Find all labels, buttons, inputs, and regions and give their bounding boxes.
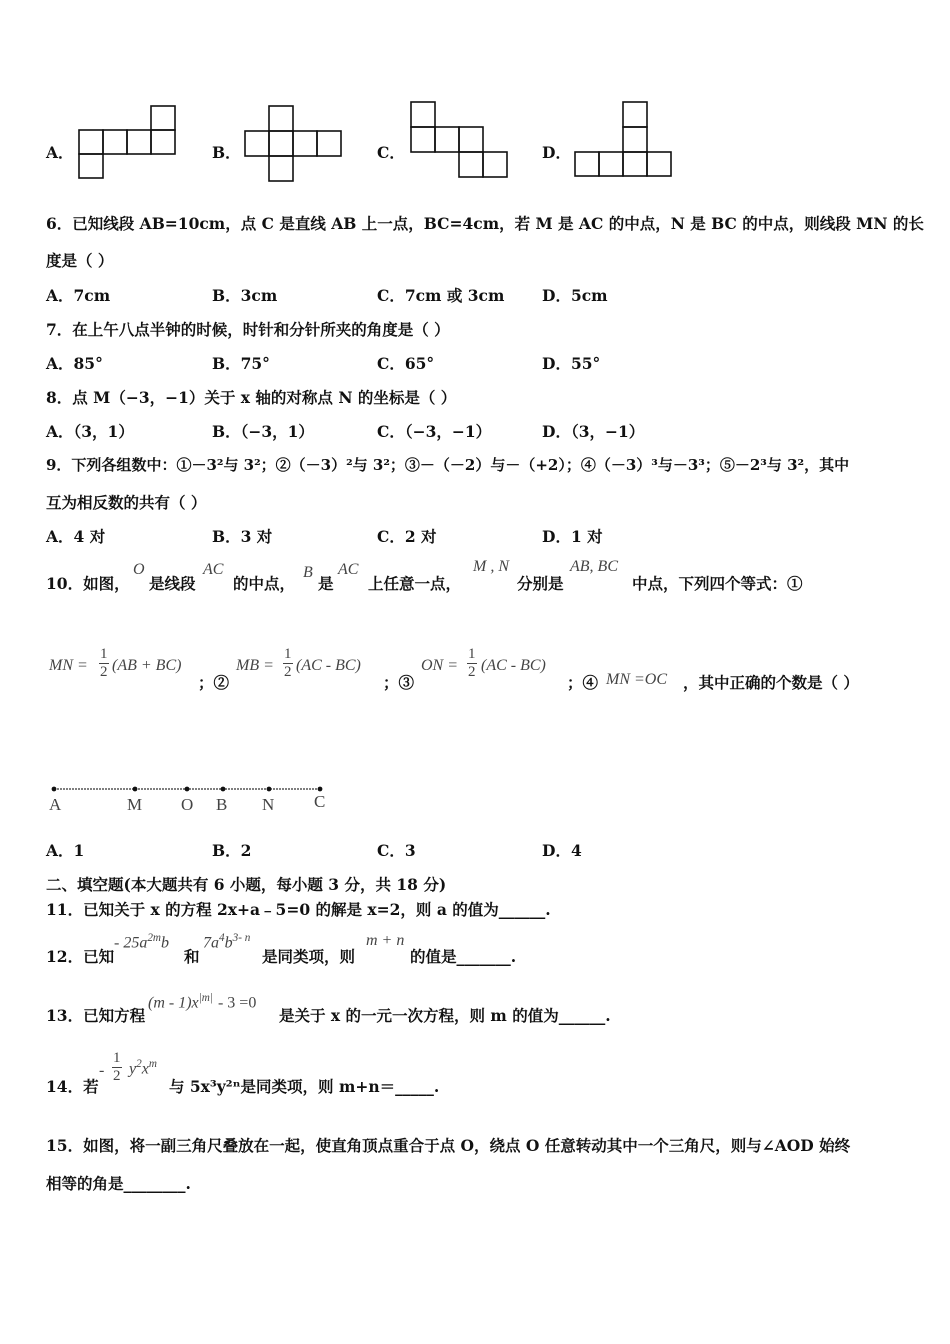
q12-expr1-b: b — [161, 934, 170, 952]
q12-t2: 的值是_______. — [410, 947, 517, 966]
q10-ac: AC — [203, 561, 224, 578]
label-m: M — [127, 795, 143, 814]
q12-mn: m + n — [366, 932, 405, 949]
q12-expr2-b: b — [224, 934, 233, 952]
q12-expr1-base: - 25a — [114, 934, 148, 952]
q12-expr2 — [203, 932, 250, 952]
label-c: C — [314, 792, 326, 811]
frac-num: 1 — [100, 646, 108, 662]
q9-option-d: D．1 对 — [542, 527, 603, 546]
q5-option-c: C． — [377, 143, 405, 162]
q11-text: 11．已知关于 x 的方程 2x+a﹣5=0 的解是 x=2，则 a 的值为______. — [46, 900, 551, 919]
q13-expr-tail: - 3 =0 — [217, 994, 257, 1012]
q8-option-c: C．（−3，−1） — [377, 422, 492, 441]
q6-option-d: D．5cm — [542, 286, 608, 305]
point-a — [52, 787, 57, 792]
q8-option-d: D．（3，−1） — [542, 422, 645, 441]
q10-option-a: A．1 — [46, 841, 85, 860]
q7-option-a: A．85° — [46, 354, 103, 373]
q10-sep3: ；④ — [567, 673, 599, 692]
q14-neg: - — [99, 1062, 105, 1079]
q10-eq1-frac — [99, 646, 109, 681]
q10-eq2-left: MB = — [236, 657, 274, 674]
q12-expr2-bsup: 3- n — [232, 932, 251, 944]
frac-den: 2 — [100, 664, 108, 680]
q10-mn: M , N — [473, 558, 509, 575]
q12-expr1-sup: 2m — [147, 932, 162, 944]
q10-abbc: AB, BC — [570, 558, 618, 575]
q6-line2: 度是（ ） — [46, 251, 114, 270]
q10-eq3-left: ON = — [421, 657, 459, 674]
q10-eq2-frac — [283, 646, 293, 681]
q12-expr2-base: 7a — [203, 934, 219, 952]
q12-num: 12．已知 — [46, 947, 115, 966]
q10-eq1-right: (AB + BC) — [112, 657, 182, 674]
frac-den: 2 — [284, 664, 292, 680]
q10-option-b: B．2 — [212, 841, 252, 860]
q14-xsup: m — [148, 1058, 157, 1070]
q12-expr1 — [114, 932, 169, 952]
label-o: O — [181, 795, 194, 814]
q9-line2: 互为相反数的共有（ ） — [46, 493, 207, 512]
q10-sep1: ；② — [198, 673, 230, 692]
section2-title: 二、填空题(本大题共有 6 小题，每小题 3 分，共 18 分) — [46, 875, 447, 894]
q10-b: B — [303, 564, 313, 581]
q6-option-b: B．3cm — [212, 286, 278, 305]
frac-den: 2 — [468, 664, 476, 680]
q9-line1: 9．下列各组数中：①－3²与 3²；②（－3）²与 3²；③－（－2）与－（+2）；④（－3）³与－3³；⑤－2³与 3²，其中 — [46, 456, 850, 474]
q13-num: 13．已知方程 — [46, 1006, 146, 1025]
q7-option-b: B．75° — [212, 354, 270, 373]
q10-eq4: MN =OC — [606, 671, 668, 688]
q14-y: y — [129, 1060, 137, 1078]
q12-expr2-sup: 4 — [219, 932, 225, 944]
q8-text: 8．点 M（−3，−1）关于 x 轴的对称点 N 的坐标是（ ） — [46, 388, 457, 407]
q10-ac2: AC — [338, 561, 359, 578]
point-n — [267, 787, 272, 792]
frac-num: 1 — [113, 1050, 121, 1066]
q8-option-b: B．（−3，1） — [212, 422, 314, 441]
q10-eq2-right: (AC - BC) — [296, 657, 361, 674]
q7-text: 7．在上午八点半钟的时候，时针和分针所夹的角度是（ ） — [46, 320, 450, 339]
q10-t5: 分别是 — [517, 574, 564, 593]
point-b — [221, 787, 226, 792]
q6-option-c: C．7cm 或 3cm — [377, 286, 505, 305]
q7-option-d: D．55° — [542, 354, 601, 373]
q13-expr-base: (m - 1)x — [148, 994, 199, 1012]
q10-num: 10．如图， — [46, 574, 130, 593]
q10-t6: 中点，下列四个等式：① — [632, 574, 803, 593]
q12-t1: 是同类项，则 — [262, 947, 356, 966]
q14-ysup: 2 — [136, 1058, 142, 1070]
q9-option-a: A．4 对 — [46, 527, 106, 546]
q6-option-a: A．7cm — [46, 286, 111, 305]
q10-option-c: C．3 — [377, 841, 416, 860]
q14-num: 14．若 — [46, 1077, 99, 1096]
point-o — [185, 787, 190, 792]
q10-t4: 上任意一点， — [368, 574, 462, 593]
q5-option-d: D． — [542, 143, 571, 162]
q10-eq1-left: MN = — [49, 657, 88, 674]
q10-eq3-frac — [467, 646, 477, 681]
point-c — [318, 787, 323, 792]
q10-t2: 的中点， — [233, 574, 296, 593]
frac-den: 2 — [113, 1068, 121, 1084]
label-a: A — [49, 795, 62, 814]
frac-num: 1 — [468, 646, 476, 662]
q7-option-c: C．65° — [377, 354, 435, 373]
q13-text: 是关于 x 的一元一次方程，则 m 的值为______. — [279, 1006, 611, 1025]
q5-figure-b — [243, 104, 345, 184]
q9-option-b: B．3 对 — [212, 527, 273, 546]
q10-eq3-right: (AC - BC) — [481, 657, 546, 674]
q15-line2: 相等的角是________. — [46, 1174, 191, 1193]
q14-x: x — [141, 1060, 149, 1078]
q10-o: O — [133, 561, 145, 578]
q9-option-c: C．2 对 — [377, 527, 437, 546]
q15-line1: 15．如图，将一副三角尺叠放在一起，使直角顶点重合于点 O，绕点 O 任意转动其中一个三角尺，则与∠AOD 始终 — [46, 1136, 851, 1155]
q6-line1: 6．已知线段 AB=10cm，点 C 是直线 AB 上一点，BC=4cm，若 M 是 AC 的中点，N 是 BC 的中点，则线段 MN 的长 — [46, 214, 924, 233]
q10-option-d: D．4 — [542, 841, 582, 860]
q8-option-a: A．（3，1） — [46, 422, 134, 441]
q10-tail: ，其中正确的个数是（ ） — [683, 673, 859, 692]
q14-monomial — [129, 1058, 157, 1078]
q5-figure-d — [573, 100, 677, 180]
q10-t1: 是线段 — [149, 574, 196, 593]
q13-expr-sup: |m| — [198, 992, 213, 1004]
q5-option-b: B． — [212, 143, 241, 162]
q14-frac — [112, 1050, 122, 1085]
point-m — [133, 787, 138, 792]
q10-sep2: ；③ — [383, 673, 415, 692]
q5-figure-a — [76, 104, 178, 182]
q12-and: 和 — [184, 947, 200, 966]
q10-t3: 是 — [318, 574, 334, 593]
q5-figure-c — [409, 100, 513, 180]
label-n: N — [262, 795, 275, 814]
frac-num: 1 — [284, 646, 292, 662]
q14-text: 与 5x³y²ⁿ是同类项，则 m+n＝_____. — [169, 1077, 440, 1096]
label-b: B — [216, 795, 228, 814]
q5-option-a: A． — [46, 143, 74, 162]
q13-expr — [148, 992, 256, 1012]
